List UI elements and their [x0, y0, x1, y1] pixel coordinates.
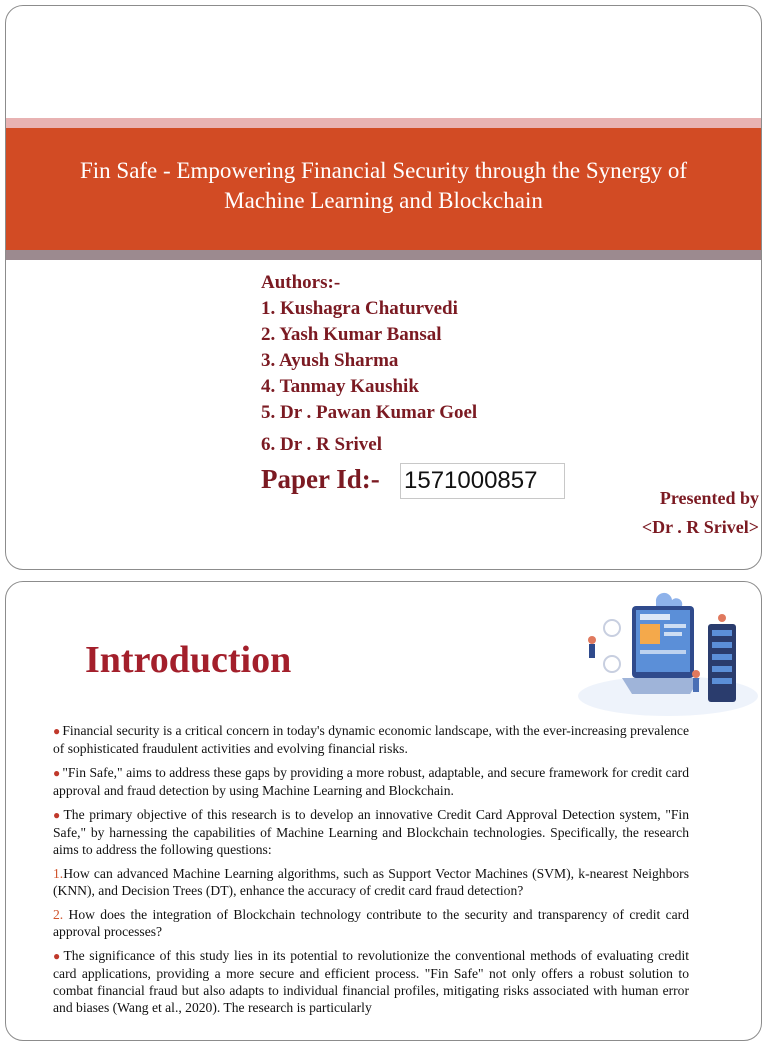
- author-item: 4. Tanmay Kaushik: [261, 376, 419, 397]
- introduction-title: Introduction: [85, 639, 292, 681]
- list-item: [53, 722, 689, 757]
- title-band-bottom-stripe: [6, 250, 761, 260]
- introduction-slide: [5, 581, 762, 1041]
- bullet-icon: ●: [53, 808, 62, 822]
- presented-by-label: Presented by: [659, 488, 759, 508]
- question-text: How can advanced Machine Learning algorithms, such as Support Vector Machines (SVM), k-nearest Neighbors (KNN), and Decision Trees (DT), enhance the accuracy of credit card fraud detection?: [53, 866, 689, 898]
- authors-heading: Authors:-: [261, 272, 341, 293]
- question-number: 1.: [53, 866, 64, 881]
- presentation-title: Fin Safe - Empowering Financial Security through the Synergy of Machine Learning and Blockchain: [79, 158, 688, 213]
- author-item: 2. Yash Kumar Bansal: [261, 324, 442, 345]
- author-item: 5. Dr . Pawan Kumar Goel: [261, 402, 478, 423]
- list-item: [53, 764, 689, 799]
- presented-by-block: [642, 484, 759, 542]
- bullet-icon: ●: [53, 766, 61, 780]
- introduction-body: [53, 722, 689, 1023]
- author-item: 1. Kushagra Chaturvedi: [261, 298, 458, 319]
- paragraph-text: The primary objective of this research is to develop an innovative Credit Card Approval Detection system, "Fin Safe," by harnessing the capabilities of Machine Learning and Blockchain technologies. Specifically, the research aims to address the following questions:: [53, 807, 689, 857]
- author-item: 6. Dr . R Srivel: [261, 434, 383, 455]
- paper-id-label: Paper Id:-: [261, 464, 380, 494]
- bullet-icon: ●: [53, 724, 61, 738]
- question-item: [53, 906, 689, 940]
- list-item: [53, 806, 689, 858]
- author-item: 3. Ayush Sharma: [261, 350, 399, 371]
- paper-id-value: 1571000857: [400, 463, 565, 499]
- title-band: [6, 128, 761, 250]
- paragraph-text: The significance of this study lies in its potential to revolutionize the conventional methods of evaluating credit card applications, providing a more secure and efficient process. "Fin Safe" not only offers a robust solution to combat financial fraud but also adapts to individual financial profiles, mitigating risks associated with human error and biases (Wang et al., 2020). The research is particularly: [53, 948, 689, 1015]
- title-band-top-stripe: [6, 118, 761, 128]
- presenter-name: <Dr . R Srivel>: [641, 517, 759, 537]
- question-item: [53, 865, 689, 899]
- paragraph-text: Financial security is a critical concern in today's dynamic economic landscape, with the ever-increasing prevalence of sophisticated fraudulent activities and evolving financial risks.: [53, 723, 689, 756]
- list-item: [53, 947, 689, 1016]
- data-server-illustration-icon: [572, 584, 762, 720]
- title-slide: [5, 5, 762, 570]
- question-text: How does the integration of Blockchain technology contribute to the security and transparency of credit card approval processes?: [53, 907, 689, 939]
- question-number: 2.: [53, 907, 64, 922]
- bullet-icon: ●: [53, 949, 62, 963]
- paragraph-text: "Fin Safe," aims to address these gaps by providing a more robust, adaptable, and secure framework for credit card approval and fraud detection by using Machine Learning and Blockchain.: [53, 765, 689, 798]
